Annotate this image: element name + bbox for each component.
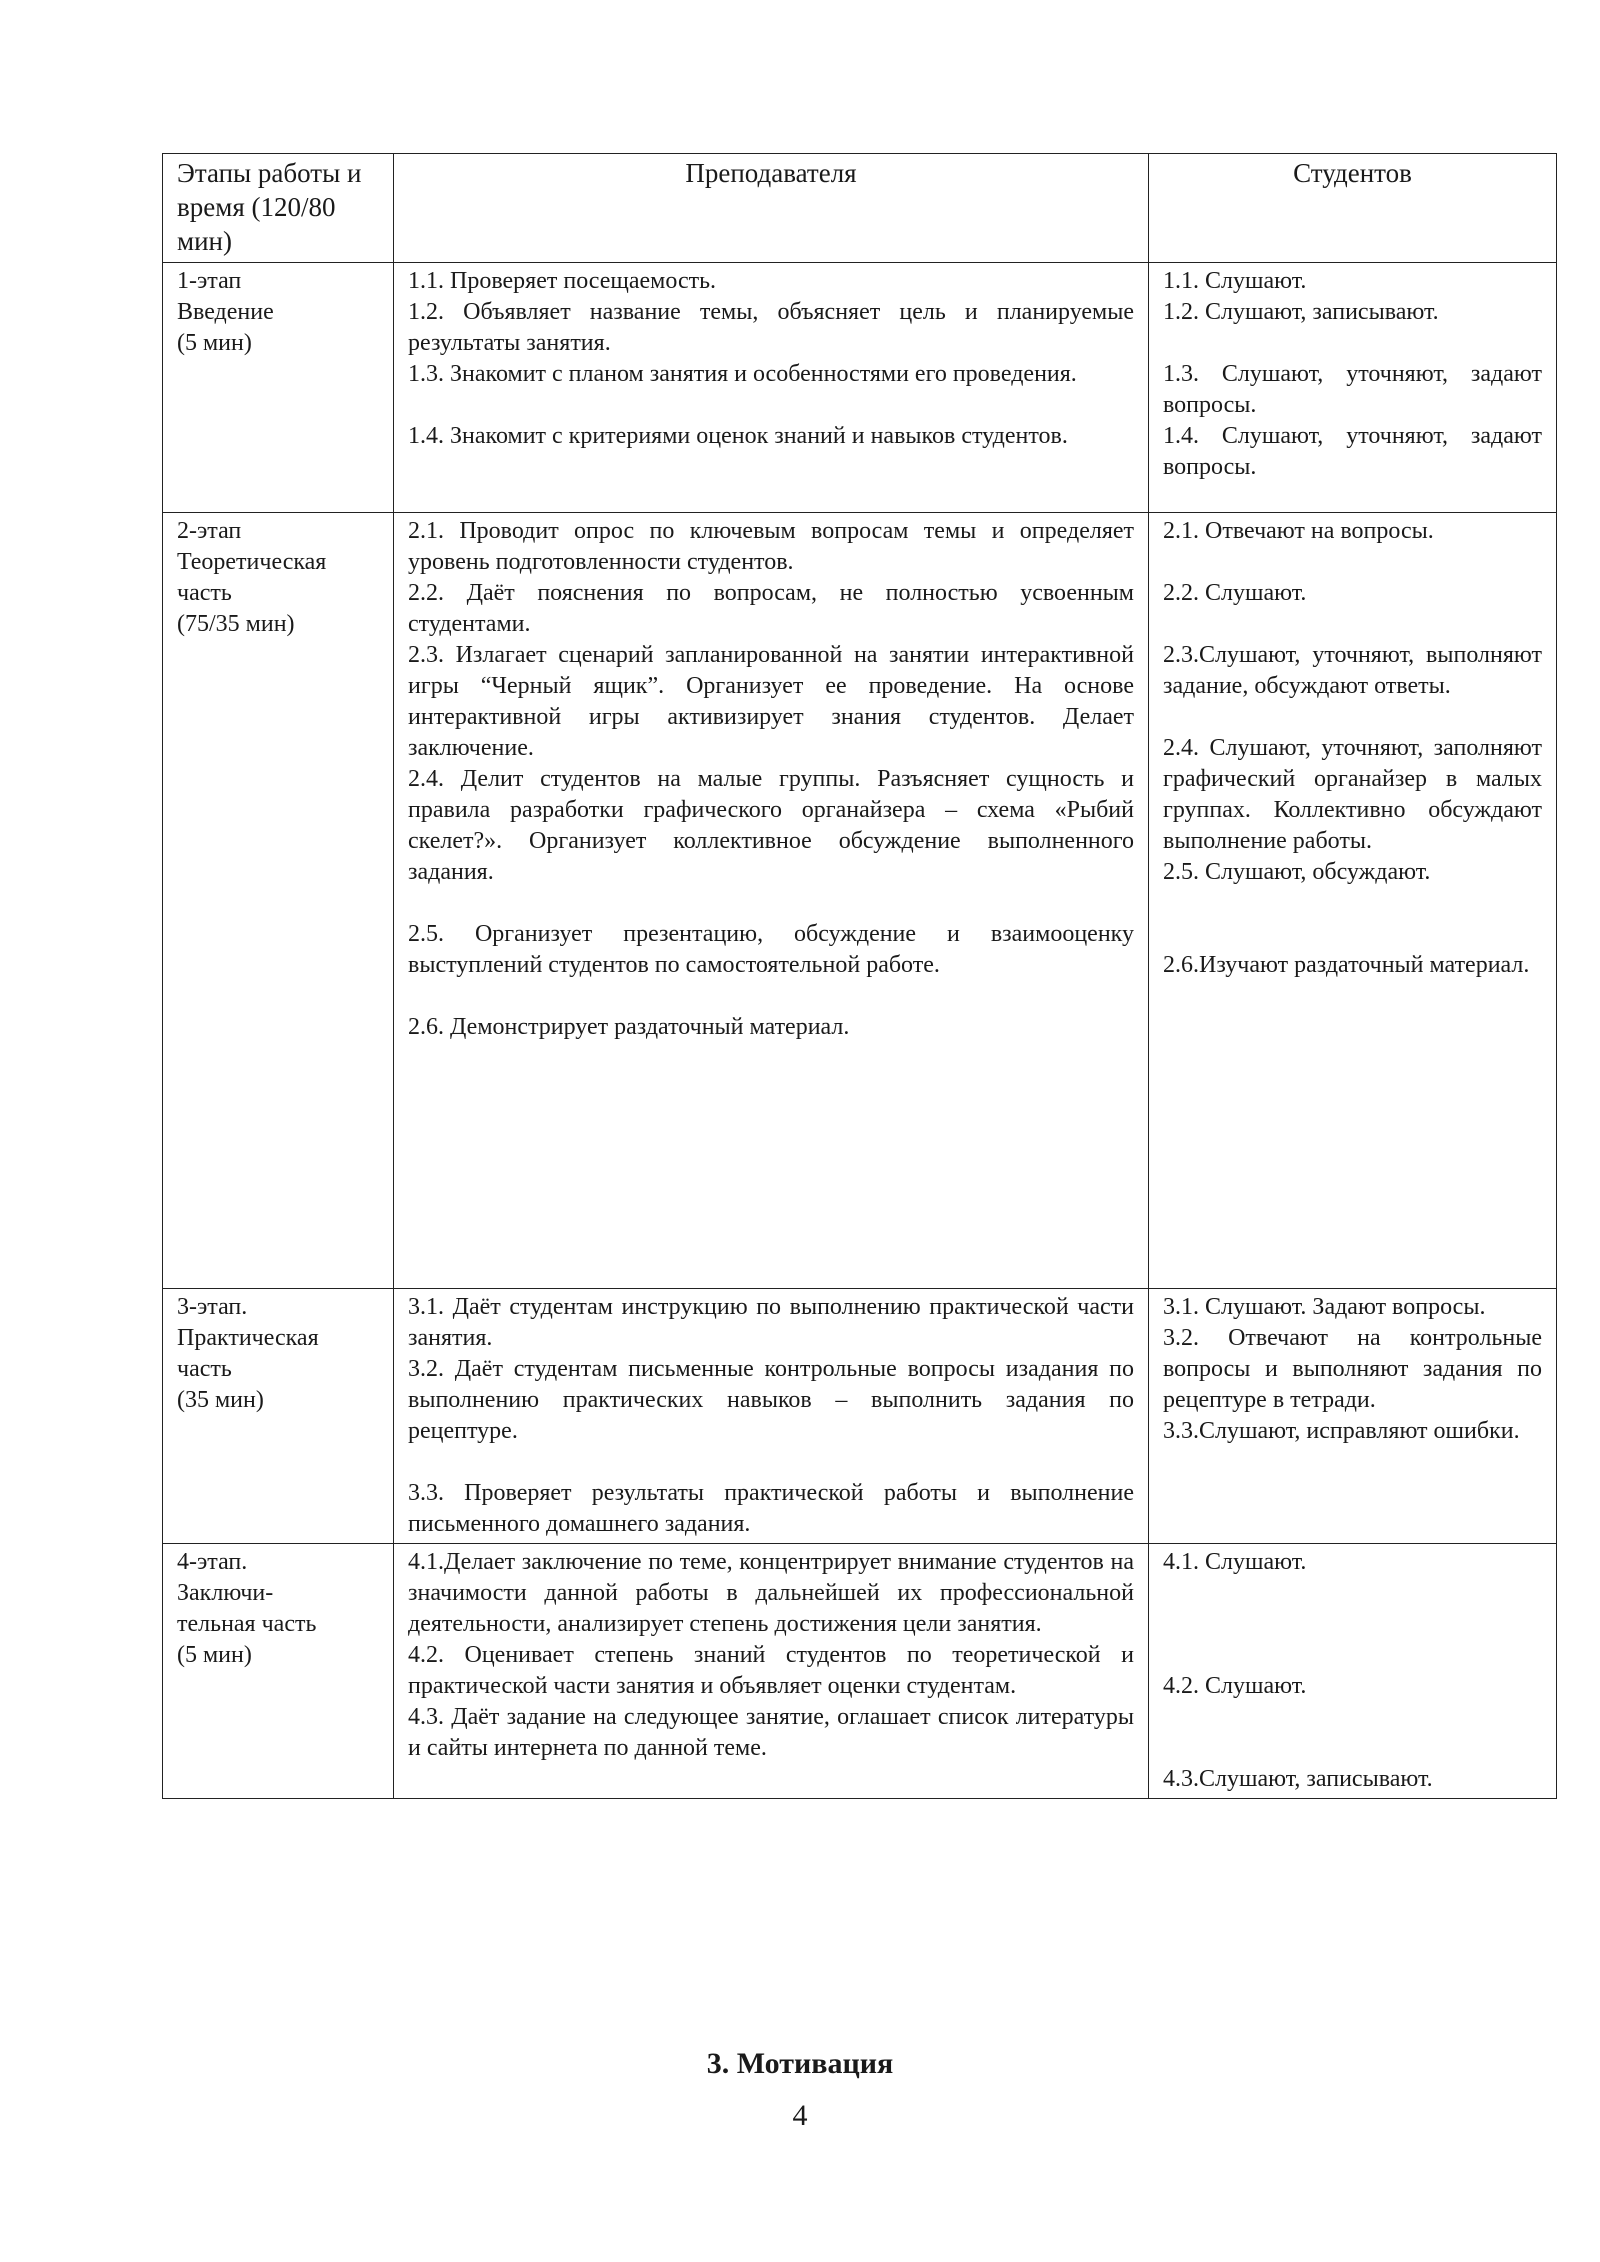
stage-line: тельная часть xyxy=(177,1611,317,1637)
spacer xyxy=(1163,1733,1542,1764)
teacher-item: 1.3. Знакомит с планом занятия и особенностями его проведения. xyxy=(408,361,1077,387)
stage-line: 2-этап xyxy=(177,518,242,544)
students-item: 1.3. Слушают, уточняют, задают вопросы. xyxy=(1163,361,1542,418)
students-item: 3.2. Отвечают на контрольные вопросы и выполняют задания по рецептуре в тетради. xyxy=(1163,1325,1542,1413)
teacher-item: 2.2. Даёт пояснения по вопросам, не полностью усвоенным студентами. xyxy=(408,580,1134,637)
spacer xyxy=(1163,702,1542,733)
spacer xyxy=(408,888,1134,919)
teacher-item: 2.5. Организует презентацию, обсуждение и взаимооценку выступлений студентов по самостоятельной работе. xyxy=(408,921,1134,978)
stage-cell xyxy=(163,1544,394,1799)
students-item: 1.1. Слушают. xyxy=(1163,268,1307,294)
teacher-item: 4.3. Даёт задание на следующее занятие, оглашает список литературы и сайты интернета по данной теме. xyxy=(408,1704,1134,1761)
table-header-row xyxy=(163,154,1557,263)
teacher-item: 1.1. Проверяет посещаемость. xyxy=(408,268,717,294)
table-row xyxy=(163,513,1557,1289)
teacher-cell xyxy=(394,1289,1149,1544)
header-students: Студентов xyxy=(1149,154,1557,263)
section-heading: 3. Мотивация xyxy=(706,2047,894,2080)
stage-line: (5 мин) xyxy=(177,1642,252,1668)
teacher-item: 3.3. Проверяет результаты практической работы и выполнение письменного домашнего задания. xyxy=(408,1480,1134,1537)
stage-cell xyxy=(163,263,394,513)
teacher-item: 2.3. Излагает сценарий запланированной на занятии интерактивной игры “Черный ящик”. Организует ее проведение. На основе интерактивной игры активизирует знания студентов. Делает заключение. xyxy=(408,642,1134,761)
teacher-item: 3.1. Даёт студентам инструкцию по выполнению практической части занятия. xyxy=(408,1294,1134,1351)
stage-line: Практическая часть xyxy=(177,1325,319,1382)
spacer xyxy=(408,1447,1134,1478)
spacer xyxy=(1163,888,1542,919)
teacher-item: 3.2. Даёт студентам письменные контрольные вопросы изадания по выполнению практических навыков – выполнить задания по рецептуре. xyxy=(408,1356,1134,1444)
students-item: 1.4. Слушают, уточняют, задают вопросы. xyxy=(1163,423,1542,480)
stage-line: (5 мин) xyxy=(177,330,252,356)
teacher-item: 2.6. Демонстрирует раздаточный материал. xyxy=(408,1014,850,1040)
lesson-plan-table xyxy=(162,153,1557,1799)
students-item: 2.1. Отвечают на вопросы. xyxy=(1163,518,1434,544)
spacer xyxy=(1163,328,1542,359)
stage-line: (35 мин) xyxy=(177,1387,264,1413)
spacer xyxy=(408,981,1134,1012)
stage-line: 3-этап. xyxy=(177,1294,248,1320)
students-item: 2.6.Изучают раздаточный материал. xyxy=(1163,952,1530,978)
teacher-item: 2.4. Делит студентов на малые группы. Разъясняет сущность и правила разработки графического органайзера – схема «Рыбий скелет?». Организует коллективное обсуждение выполненного задания. xyxy=(408,766,1134,885)
teacher-item: 1.4. Знакомит с критериями оценок знаний и навыков студентов. xyxy=(408,423,1068,449)
table-row xyxy=(163,1289,1557,1544)
students-item: 4.3.Слушают, записывают. xyxy=(1163,1766,1433,1792)
stage-cell xyxy=(163,1289,394,1544)
stage-line: 1-этап xyxy=(177,268,242,294)
students-item: 4.2. Слушают. xyxy=(1163,1673,1307,1699)
students-item: 2.5. Слушают, обсуждают. xyxy=(1163,859,1431,885)
table-row xyxy=(163,263,1557,513)
students-item: 2.3.Слушают, уточняют, выполняют задание, обсуждают ответы. xyxy=(1163,642,1542,699)
stage-line: (75/35 мин) xyxy=(177,611,295,637)
spacer xyxy=(1163,1609,1542,1640)
students-item: 1.2. Слушают, записывают. xyxy=(1163,299,1439,325)
stage-line: 4-этап. xyxy=(177,1549,248,1575)
teacher-cell xyxy=(394,263,1149,513)
stage-line: Теоретическая часть xyxy=(177,549,327,606)
teacher-item: 2.1. Проводит опрос по ключевым вопросам темы и определяет уровень подготовленности студентов. xyxy=(408,518,1134,575)
stage-line: Заключи- xyxy=(177,1580,274,1606)
header-stage: Этапы работы и время (120/80 мин) xyxy=(163,154,394,263)
students-item: 4.1. Слушают. xyxy=(1163,1549,1307,1575)
students-item: 2.2. Слушают. xyxy=(1163,580,1307,606)
stage-line: Введение xyxy=(177,299,274,325)
spacer xyxy=(1163,1578,1542,1609)
students-item: 3.3.Слушают, исправляют ошибки. xyxy=(1163,1418,1520,1444)
spacer xyxy=(1163,609,1542,640)
page-number: 4 xyxy=(792,2099,808,2132)
students-cell xyxy=(1149,1289,1557,1544)
students-cell xyxy=(1149,263,1557,513)
spacer xyxy=(408,390,1134,421)
students-cell xyxy=(1149,1544,1557,1799)
teacher-cell xyxy=(394,513,1149,1289)
spacer xyxy=(1163,1640,1542,1671)
students-cell xyxy=(1149,513,1557,1289)
teacher-item: 4.1.Делает заключение по теме, концентрирует внимание студентов на значимости данной работы в дальнейшей их профессиональной деятельности, анализирует степень достижения цели занятия. xyxy=(408,1549,1134,1637)
header-teacher: Преподавателя xyxy=(394,154,1149,263)
table-row xyxy=(163,1544,1557,1799)
stage-cell xyxy=(163,513,394,1289)
students-item: 2.4. Слушают, уточняют, заполняют графический органайзер в малых группах. Коллективно обсуждают выполнение работы. xyxy=(1163,735,1542,854)
teacher-item: 4.2. Оценивает степень знаний студентов по теоретической и практической части занятия и объявляет оценки студентам. xyxy=(408,1642,1134,1699)
students-item: 3.1. Слушают. Задают вопросы. xyxy=(1163,1294,1486,1320)
spacer xyxy=(1163,919,1542,950)
teacher-item: 1.2. Объявляет название темы, объясняет цель и планируемые результаты занятия. xyxy=(408,299,1134,356)
spacer xyxy=(1163,547,1542,578)
spacer xyxy=(1163,1702,1542,1733)
teacher-cell xyxy=(394,1544,1149,1799)
